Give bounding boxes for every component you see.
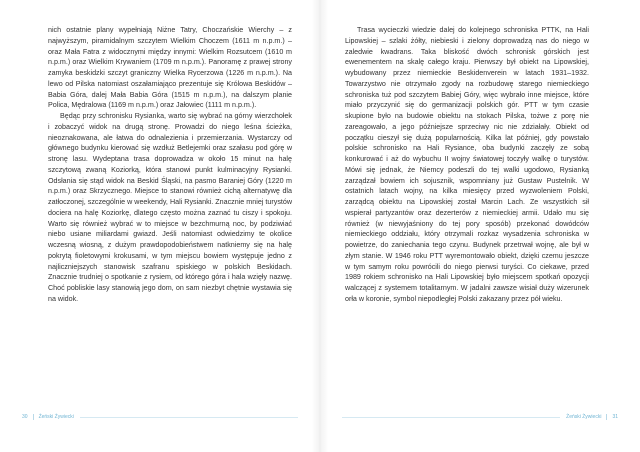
footer-separator (33, 414, 34, 420)
footer-rule (342, 417, 560, 418)
right-page-footer (342, 411, 618, 423)
footer-rule (80, 417, 298, 418)
right-paragraph-1: Trasa wycieczki wiedzie dalej do kolejnego schroniska PTTK, na Hali Lipowskiej – szlaki żółty, niebieski i zielony doprowadzą nas do niego w zaledwie kwadrans. Taka bliskość dwóch schronisk górskich jest ewenementem na skalę całego kraju. Pierwszy był obiekt na Lipowskiej, wybudowany przez niemieckie Beskidenverein w latach 1931–1932. Towarzystwo nie otrzymało zgody na rozbudowę starego niemieckiego schroniska tuż pod szczytem Babiej Góry, więc wybrało inne miejsce, które miało przyczynić się do germanizacji polskich gór. PTT w tym czasie skupione było na budowie obiektu na stokach Pilska, tożwe z porę nie zareagowało, a jego późniejsze sprzeciwy nic nie zdziałały. Obiekt od początku cieszył się dużą popularnością. Kilka lat później, gdy powstało polskie schronisko na Hali Rysiance, oba budynki zaczęły ze sobą konkurować i aż do wybuchu II wojny światowej toczyły walkę o turystów. Mówi się jednak, że Niemcy podeszli do tej walki ugodowo, Rysianką zarządzał bowiem ich sojusznik, wspomniany już Gustaw Pustelnik. W ostatnich latach wojny, na kilka miesięcy przed wyzwoleniem Polski, zarządcą obiektu na Lipowskiej został Marcin Lach. Ze wszystkich sił wspierał partyzantów oraz dezerterów z niemieckiej armii. Udało mu się również (w niewyjaśniony do tej pory sposób) przekonać dowódców niemieckiego oddziału, który otrzymali rozkaz wysadzenia schroniska w powietrze, do zaniechania tego czynu. Budynek przetrwał wojnę, ale był w złym stanie. W 1946 roku PTT wyremontowało obiekt, dzięki czemu jeszcze w tym samym roku powrócili do niego pierwsi turyści. Co ciekawe, przed 1989 rokiem schronisko na Hali Lipowskiej było miejscem spotkań opozycji walczącej z systemem totalitarnym. W jadalni zawsze wisiał duży wizerunek orła w koronie, symbol niepodległej Polski zakazany przez pół wieku. (345, 26, 589, 303)
left-page-footer (22, 411, 298, 423)
right-page-text (345, 25, 589, 305)
right-running-title: Żeński Żywiecki (566, 414, 602, 420)
left-page-number: 30 (22, 414, 28, 420)
left-page-text (48, 25, 292, 305)
footer-separator (606, 414, 607, 420)
left-paragraph-2: Będąc przy schronisku Rysianka, warto się wybrać na górny wierzchołek i zobaczyć widok na drugą stronę. Prowadzi do niego leśna ścieżka, nieoznakowana, ale łatwa do odnalezienia i przemierzania. Wystarczy od głównego budynku kierować się wzdłuż Betlejemki oraz szałasu pod górę w stronę lasu. Wydeptana trasa doprowadza w około 15 minut na halę szczytową zwaną Koziorką, która stanowi punkt kulminacyjny Rysianki. Odsłania się stąd widok na Beskid Śląski, na pasmo Baraniej Góry (1220 m n.p.m.) oraz Skrzycznego. Miejsce to stanowi również cichą alternatywę dla zatłoczonej, szczególnie w weekendy, Hali Rysianki. Znacznie mniej turystów dociera na halę Koziorkę, dlatego często można zaznać tu ciszy i spokoju. Warto się również wybrać w to miejsce w bezchmurną noc, by podziwiać niebo usiane miliardami gwiazd. Jeśli natomiast odwiedzimy te okolice wczesną wiosną, z dużym prawdopodobieństwem natkniemy się na halę pokrytą fioletowymi krokusami, w tym miejscu bowiem występuje jedno z najliczniejszych stanowisk szafranu spiskiego w polskich Beskidach. Znacznie trudniej o spotkanie z rysiem, od którego góra i hala wzięły nazwę. Choć pobliskie lasy stanowią jego dom, on sam niezbyt chętnie wystawia się na widok. (48, 112, 292, 303)
right-page (320, 0, 640, 452)
left-running-title: Żeński Żywiecki (38, 414, 74, 420)
right-page-number: 31 (612, 414, 618, 420)
left-paragraph-1: nich ostatnie plany wypełniają Niżne Tatry, Choczańskie Wierchy – z najwyższym, piramidalnym szczytem Wielkim Choczem (1611 m n.p.m.) – oraz Mała Fatra z widocznymi między innymi: Wielkim Rozsutcem (1610 m n.p.m.) oraz Wielkim Krywaniem (1709 m n.p.m.). Panoramę z prawej strony zamyka beskidzki szczyt graniczny Wielka Rycerzowa (1226 m n.p.m.). Na lewo od Pilska natomiast oszałamiająco prezentuje się Królowa Beskidów – Babia Góra, dalej Mała Babia Góra (1515 m n.p.m.), na dalszym planie Polica, Mędralowa (1169 m n.p.m.) oraz Jałowiec (1111 m n.p.m.). (48, 26, 292, 110)
book-gutter-shadow (312, 0, 328, 452)
